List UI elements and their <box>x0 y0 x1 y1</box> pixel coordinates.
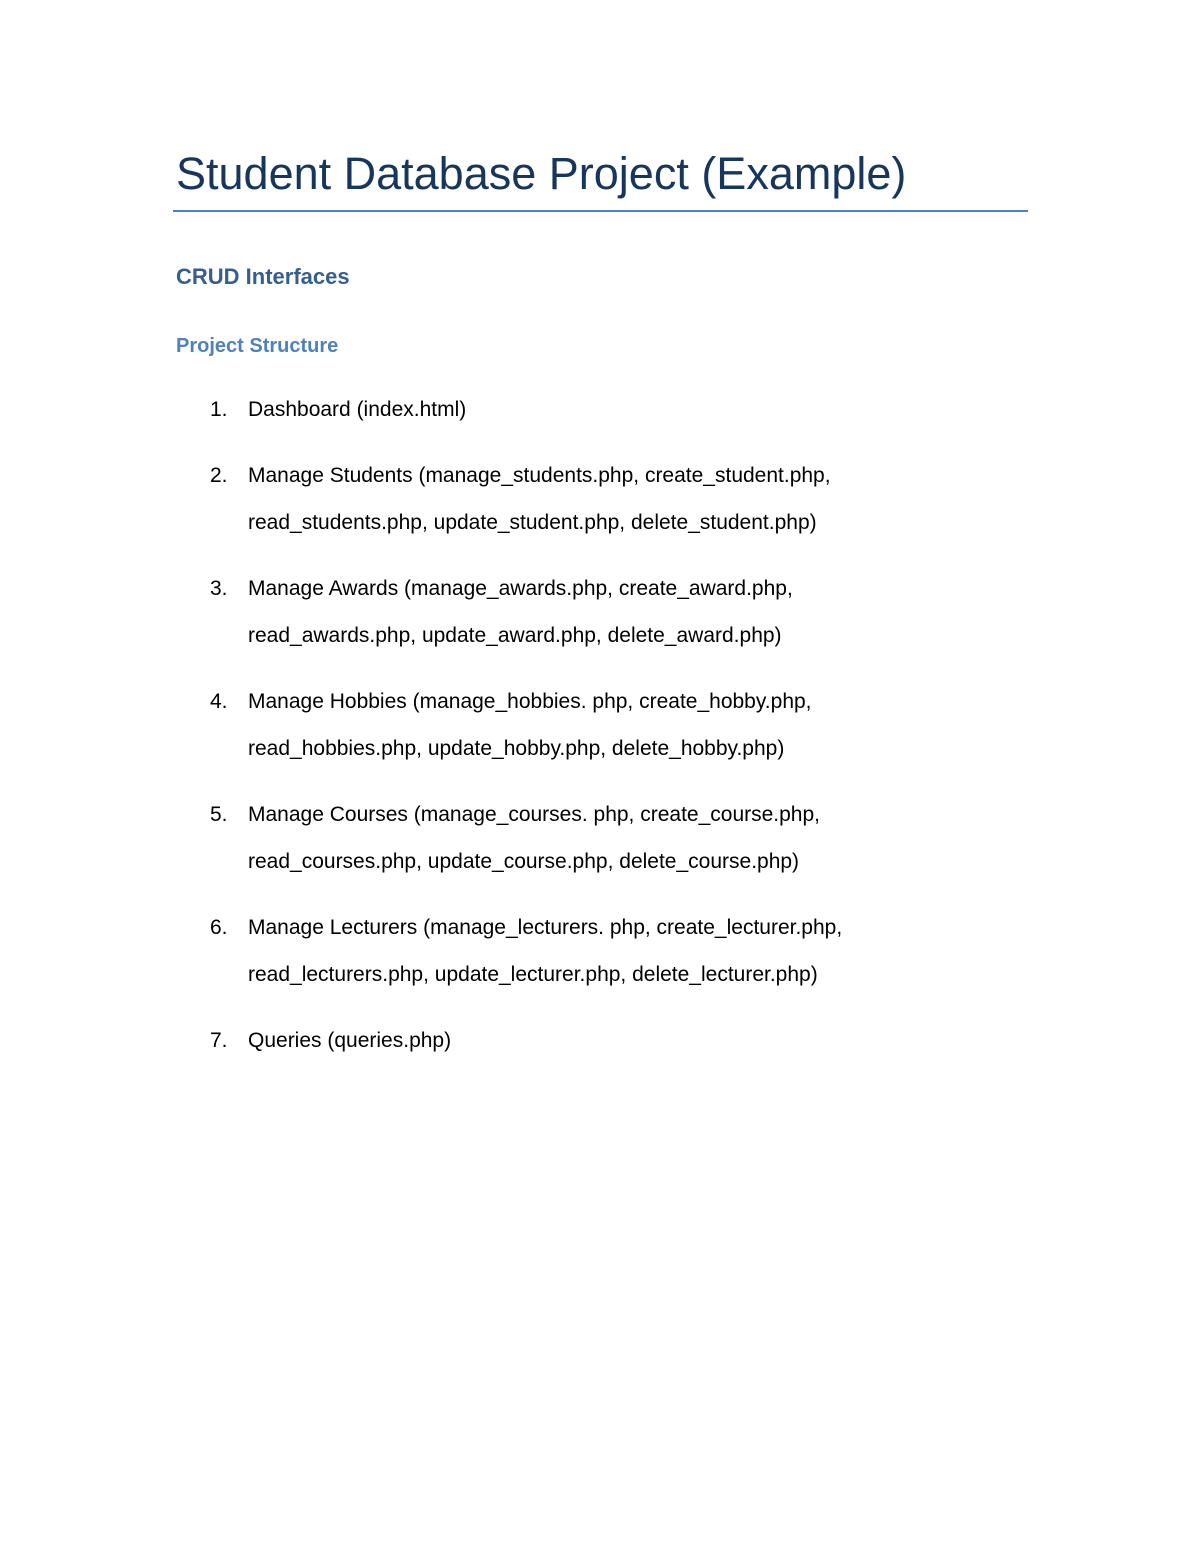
list-item-line-2: read_courses.php, update_course.php, delete_course.php) <box>248 850 800 873</box>
list-item-line-2: read_lecturers.php, update_lecturer.php, delete_lecturer.php) <box>248 963 818 986</box>
heading-project-structure: Project Structure <box>176 335 339 357</box>
list-item-number: 3. <box>210 577 228 600</box>
list-item-line-1: Dashboard (index.html) <box>248 398 467 421</box>
list-item-line-2: read_students.php, update_student.php, delete_student.php) <box>248 511 817 534</box>
list-item-number: 7. <box>210 1029 228 1052</box>
list-item-number: 2. <box>210 464 228 487</box>
list-item-number: 5. <box>210 803 228 826</box>
list-item-line-2: read_hobbies.php, update_hobby.php, delete_hobby.php) <box>248 737 785 760</box>
list-item-line-1: Queries (queries.php) <box>248 1029 452 1052</box>
heading-crud-interfaces: CRUD Interfaces <box>176 264 350 289</box>
list-item-line-1: Manage Lecturers (manage_lecturers. php, create_lecturer.php, <box>248 916 843 939</box>
list-item-line-1: Manage Hobbies (manage_hobbies. php, create_hobby.php, <box>248 690 812 713</box>
document-title: Student Database Project (Example) <box>176 148 907 199</box>
list-item-line-1: Manage Courses (manage_courses. php, create_course.php, <box>248 803 821 826</box>
list-item-line-1: Manage Students (manage_students.php, create_student.php, <box>248 464 831 487</box>
list-item-number: 1. <box>210 398 228 421</box>
list-item-line-1: Manage Awards (manage_awards.php, create_award.php, <box>248 577 793 600</box>
title-underline <box>173 210 1028 212</box>
list-item-number: 6. <box>210 916 228 939</box>
list-item-line-2: read_awards.php, update_award.php, delete_award.php) <box>248 624 782 647</box>
list-item-number: 4. <box>210 690 228 713</box>
